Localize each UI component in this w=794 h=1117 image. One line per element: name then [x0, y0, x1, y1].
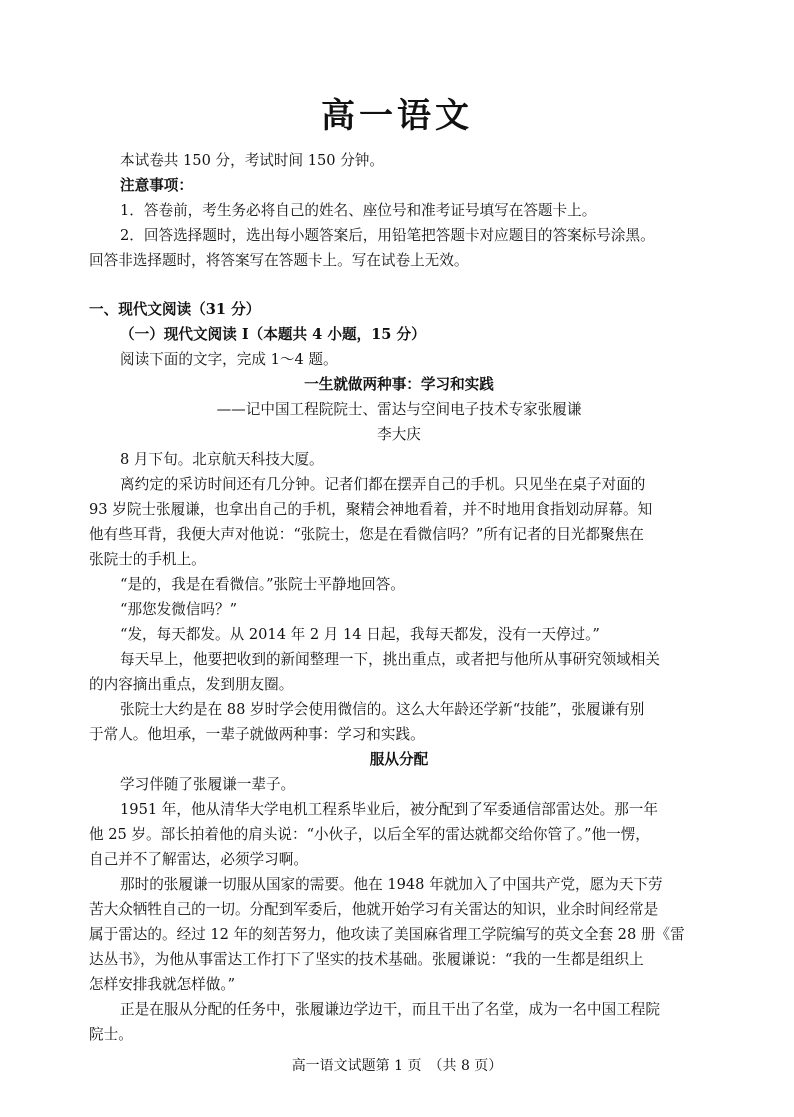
section-subheading: （一）现代文阅读 I（本题共 4 小题，15 分） — [120, 326, 426, 343]
notice-item-1: 1．答卷前，考生务必将自己的姓名、座位号和准考证号填写在答题卡上。 — [120, 202, 597, 219]
article-subtitle: ——记中国工程院院士、雷达与空间电子技术专家张履谦 — [216, 401, 582, 418]
section-heading: 一、现代文阅读（31 分） — [89, 301, 261, 318]
article-paragraph: 达丛书》，为他从事雷达工作打下了坚实的技术基础。张履谦说：“我的一生都是组织上 — [89, 951, 644, 968]
article-paragraph: 他有些耳背，我便大声对他说：“张院士，您是在看微信吗？”所有记者的目光都聚焦在 — [89, 526, 644, 543]
article-paragraph: “那您发微信吗？” — [120, 601, 238, 618]
article-paragraph: 的内容摘出重点，发到朋友圈。 — [89, 676, 294, 693]
article-paragraph: 怎样安排我就怎样做。” — [89, 976, 236, 993]
article-section-heading: 服从分配 — [369, 751, 429, 768]
article-paragraph: 1951 年，他从清华大学电机工程系毕业后，被分配到了军委通信部雷达处。那一年 — [120, 801, 658, 818]
article-paragraph: 张院士的手机上。 — [89, 551, 206, 568]
article-paragraph: 93 岁院士张履谦，也拿出自己的手机，聚精会神地看着，并不时地用食指划动屏幕。知 — [89, 501, 653, 518]
article-paragraph: 正是在服从分配的任务中，张履谦边学边干，而且干出了名堂，成为一名中国工程院 — [120, 1001, 660, 1018]
article-paragraph: 那时的张履谦一切服从国家的需要。他在 1948 年就加入了中国共产党，愿为天下劳 — [120, 876, 663, 893]
article-paragraph: 院士。 — [89, 1026, 133, 1043]
article-paragraph: 自己并不了解雷达，必须学习啊。 — [89, 851, 308, 868]
section-instruction: 阅读下面的文字，完成 1～4 题。 — [120, 351, 338, 368]
article-author: 李大庆 — [377, 426, 421, 443]
exam-info: 本试卷共 150 分，考试时间 150 分钟。 — [120, 152, 384, 169]
article-paragraph: 属于雷达的。经过 12 年的刻苦努力，他攻读了美国麻省理工学院编写的英文全套 28 册《雷 — [89, 926, 685, 943]
article-paragraph: 每天早上，他要把收到的新闻整理一下，挑出重点，或者把与他所从事研究领域相关 — [120, 651, 660, 668]
page-title: 高一语文 — [321, 96, 473, 136]
article-paragraph: 8 月下旬。北京航天科技大厦。 — [120, 451, 324, 468]
article-paragraph: 学习伴随了张履谦一辈子。 — [120, 776, 296, 793]
article-paragraph: 离约定的采访时间还有几分钟。记者们都在摆弄自己的手机。只见坐在桌子对面的 — [120, 476, 646, 493]
article-paragraph: 苦大众牺牲自己的一切。分配到军委后，他就开始学习有关雷达的知识，业余时间经常是 — [89, 901, 659, 918]
article-paragraph: “发，每天都发。从 2014 年 2 月 14 日起，我每天都发，没有一天停过。” — [120, 626, 600, 643]
article-paragraph: 于常人。他坦承，一辈子就做两种事：学习和实践。 — [89, 726, 425, 743]
article-title: 一生就做两种事：学习和实践 — [304, 376, 494, 393]
article-paragraph: 他 25 岁。部长拍着他的肩头说：“小伙子，以后全军的雷达就都交给你管了。”他一愣， — [89, 826, 650, 843]
notice-item-2-cont: 回答非选择题时，将答案写在答题卡上。写在试卷上无效。 — [89, 252, 469, 269]
article-paragraph: “是的，我是在看微信。”张院士平静地回答。 — [120, 576, 405, 593]
article-paragraph: 张院士大约是在 88 岁时学会使用微信的。这么大年龄还学新“技能”，张履谦有别 — [120, 701, 645, 718]
page-footer: 高一语文试题第 1 页 （共 8 页） — [291, 1058, 503, 1074]
notice-item-2: 2．回答选择题时，选出每小题答案后，用铅笔把答题卡对应题目的答案标号涂黑。 — [120, 227, 655, 244]
notice-heading: 注意事项： — [120, 177, 193, 194]
